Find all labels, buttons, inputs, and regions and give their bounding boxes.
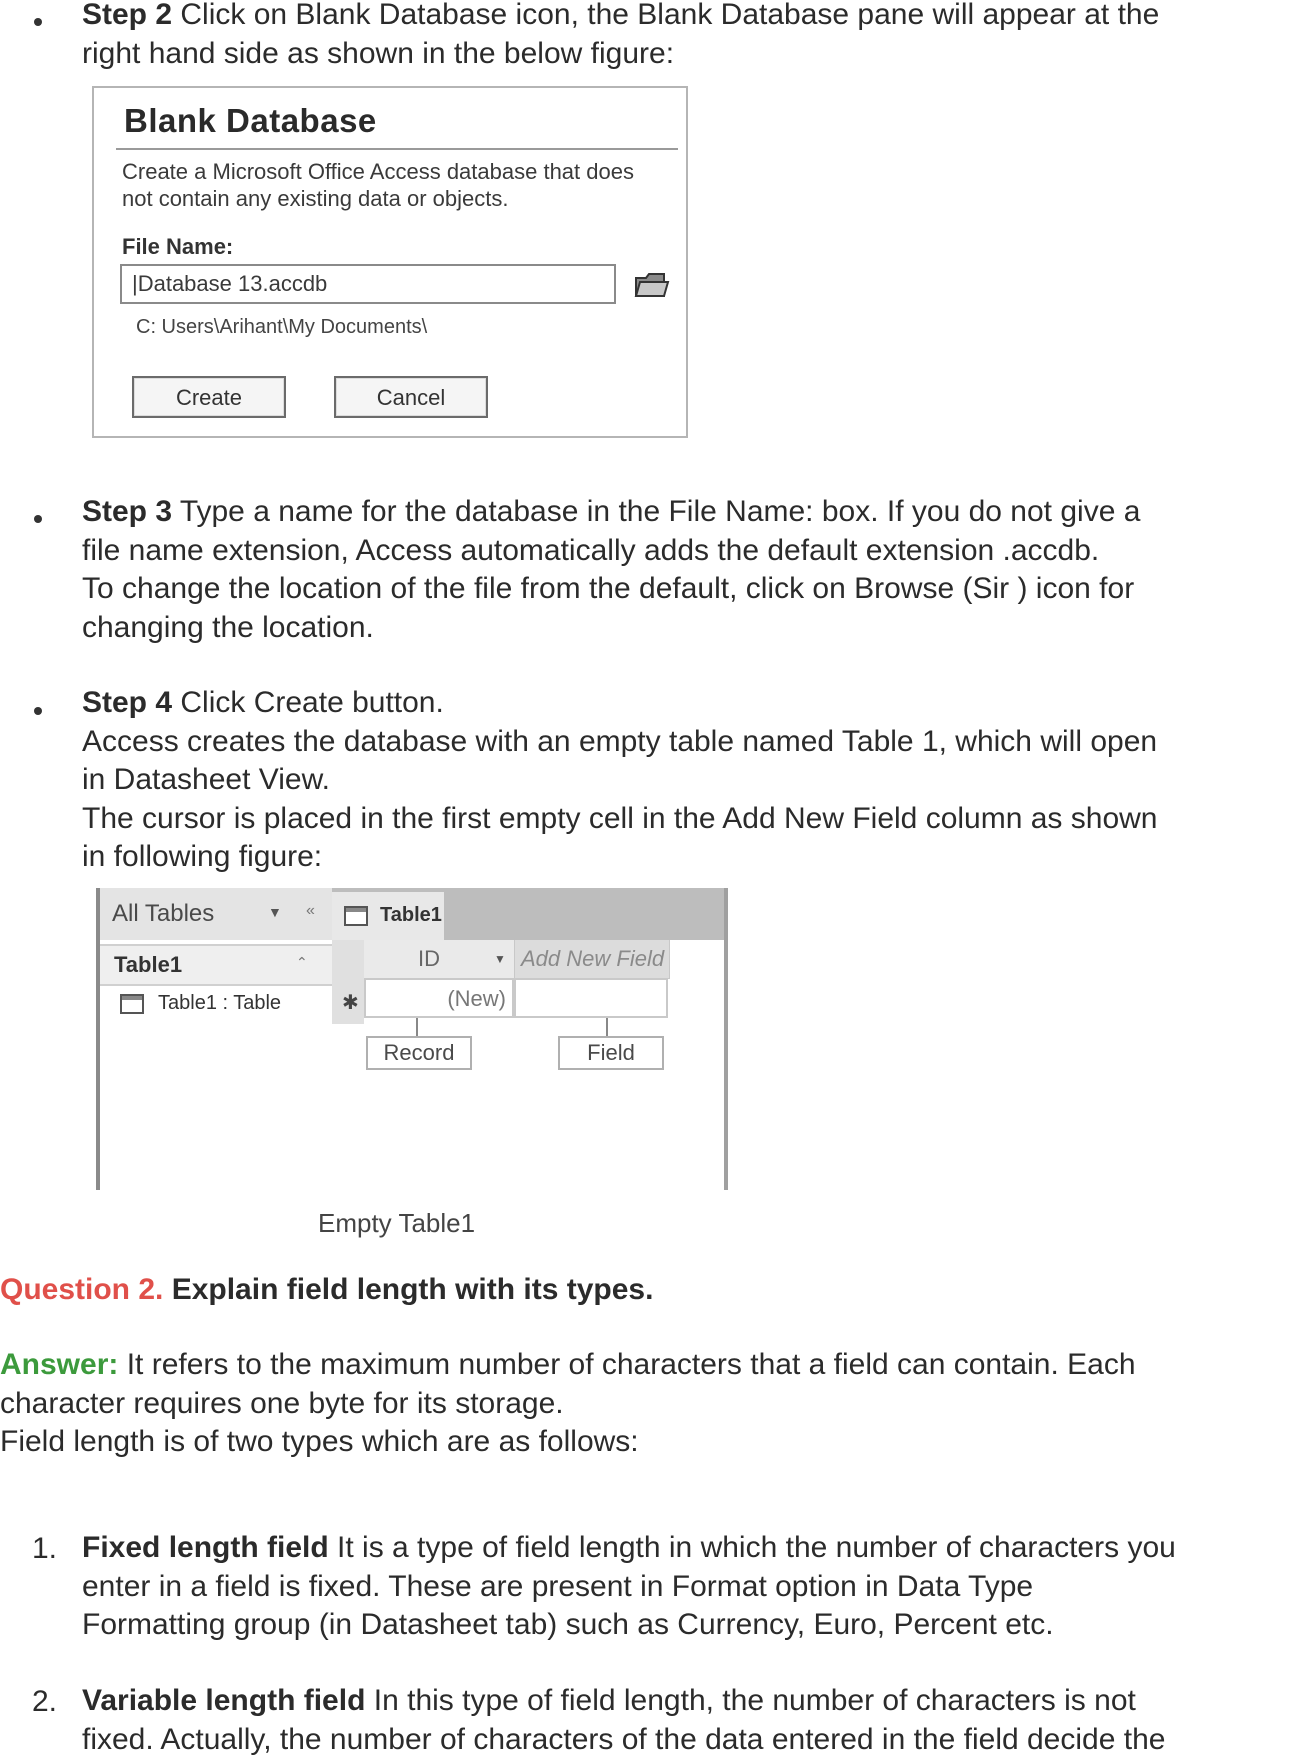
file-name-input[interactable]: |Database 13.accdb [120, 264, 616, 304]
list-item-line3: Formatting group (in Datasheet tab) such as Currency, Euro, Percent etc. [82, 1608, 1054, 1641]
step4-line5: in following figure: [82, 840, 323, 873]
step2-line2: right hand side as shown in the below figure: [82, 36, 675, 70]
step3-line4: changing the location. [82, 610, 374, 644]
step4-line2: Access creates the database with an empty table named Table 1, which will open [82, 724, 1158, 758]
step3-text [82, 493, 1292, 647]
table-icon [120, 994, 144, 1014]
list-item-line2: fixed. Actually, the number of characters of the data entered in the field decide the [82, 1722, 1166, 1756]
list-item-line2: enter in a field is fixed. These are present in Format option in Data Type [82, 1569, 1034, 1603]
step3-label: Step 3 [82, 495, 173, 528]
list-item-title: Fixed length field [82, 1531, 329, 1564]
file-name-label: File Name: [122, 234, 234, 259]
access-empty-table-figure [96, 888, 724, 1194]
question-prefix: Question 2. [0, 1273, 164, 1306]
file-path: C: Users\Arihant\My Documents\ [136, 316, 428, 338]
desc-line1: Create a Microsoft Office Access database that does [122, 159, 634, 184]
navigation-pane [96, 888, 336, 1190]
list-item [82, 1682, 1292, 1759]
question-2 [0, 1271, 1290, 1310]
column-id-label: ID [418, 946, 440, 971]
cancel-button[interactable]: Cancel [334, 376, 488, 418]
datasheet-grid [332, 940, 724, 1190]
document-tab-strip [332, 888, 724, 940]
list-item [82, 1529, 1292, 1645]
step2-line1: Click on Blank Database icon, the Blank Database pane will appear at the [180, 0, 1160, 31]
step3-line2: file name extension, Access automatically adds the default extension .accdb. [82, 533, 1100, 567]
field-callout: Field [558, 1036, 664, 1070]
step4-line4: The cursor is placed in the first empty cell in the Add New Field column as shown [82, 801, 1158, 835]
collapse-pane-icon[interactable]: « [306, 902, 315, 919]
step4-text [82, 684, 1292, 877]
answer [0, 1346, 1290, 1462]
add-new-field-cell[interactable] [514, 978, 668, 1018]
new-record-icon: ✱ [342, 992, 359, 1014]
record-callout: Record [366, 1036, 472, 1070]
step4-line1: Click Create button. [180, 686, 444, 719]
step4-line3: in Datasheet View. [82, 763, 330, 796]
new-cell-text: (New) [447, 986, 506, 1011]
tab-label: Table1 [380, 904, 442, 926]
step3-line1: Type a name for the database in the File Name: box. If you do not give a [179, 495, 1141, 528]
answer-line1: It refers to the maximum number of characters that a field can contain. Each [126, 1348, 1136, 1381]
pane-description [122, 158, 682, 212]
step3-line3: To change the location of the file from the default, click on Browse (Sir ) icon for [82, 572, 1135, 605]
list-item-title: Variable length field [82, 1684, 366, 1717]
nav-header-label: All Tables [112, 900, 215, 927]
desc-line2: not contain any existing data or objects. [122, 186, 509, 211]
nav-item-label: Table1 : Table [158, 992, 282, 1014]
bullet [34, 18, 42, 26]
column-header-id[interactable] [364, 940, 515, 979]
datasheet-area [332, 888, 728, 1190]
column-dropdown-icon[interactable]: ▼ [494, 952, 506, 966]
list-item-line1: It is a type of field length in which the number of characters you [337, 1531, 1176, 1564]
dropdown-arrow-icon[interactable]: ▼ [268, 904, 282, 920]
column-header-add-new-field[interactable] [515, 940, 670, 979]
step4-label: Step 4 [82, 686, 173, 719]
step2-label: Step 2 [82, 0, 173, 31]
column-add-label: Add New Field [521, 946, 665, 971]
bullet [34, 707, 42, 715]
answer-prefix: Answer: [0, 1348, 119, 1381]
question-text: Explain field length with its types. [171, 1273, 654, 1306]
figure-caption: Empty Table1 [318, 1208, 476, 1238]
list-number: 1. [32, 1532, 58, 1565]
list-item-line1: In this type of field length, the number of characters is not [373, 1684, 1136, 1717]
bullet [34, 515, 42, 523]
pane-title: Blank Database [124, 102, 377, 139]
nav-header[interactable] [100, 888, 332, 940]
create-button[interactable]: Create [132, 376, 286, 418]
nav-group-header[interactable] [100, 944, 332, 986]
table-icon [344, 906, 368, 926]
answer-line2: character requires one byte for its storage. [0, 1386, 564, 1420]
chevron-up-icon[interactable]: ⌃ [296, 954, 308, 970]
divider [116, 148, 678, 150]
list-number: 2. [32, 1685, 58, 1718]
blank-database-pane [92, 86, 688, 438]
id-new-cell[interactable] [364, 978, 514, 1018]
nav-item-table1[interactable] [120, 992, 281, 1015]
nav-group-label: Table1 [114, 952, 183, 977]
answer-line3: Field length is of two types which are as follows: [0, 1425, 639, 1458]
tab-table1[interactable] [332, 892, 444, 940]
step2-text [82, 0, 1292, 73]
browse-folder-icon[interactable] [634, 270, 670, 300]
